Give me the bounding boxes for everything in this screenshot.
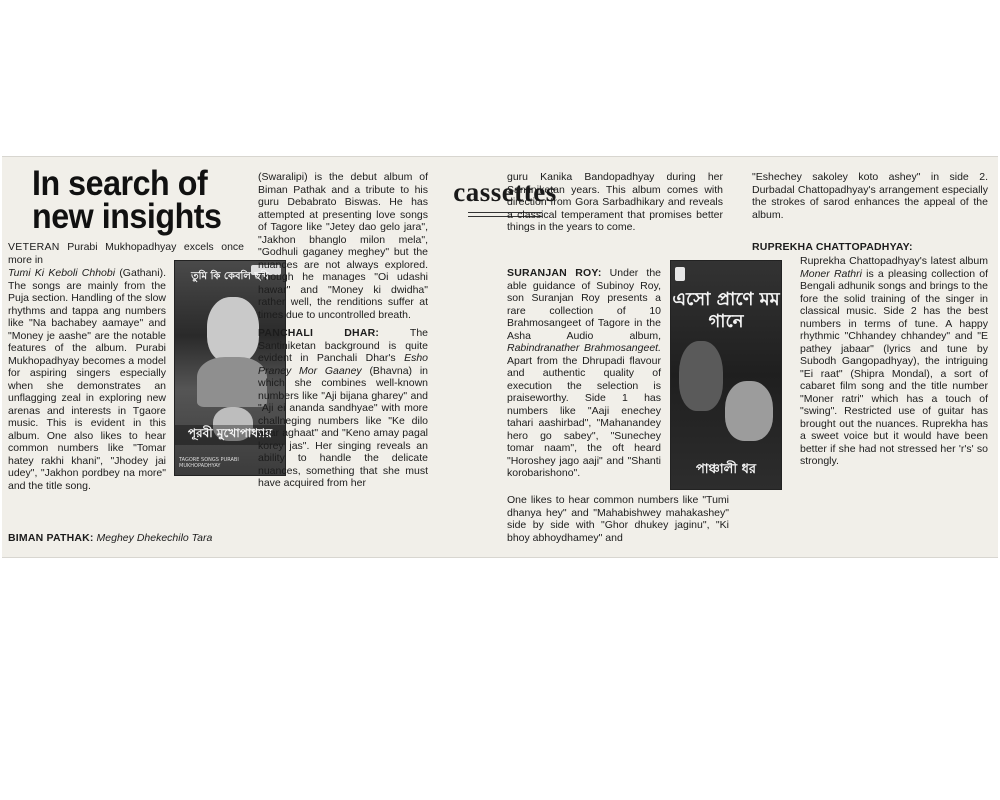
portrait-image	[207, 297, 259, 363]
byline: BIMAN PATHAK:	[8, 532, 94, 544]
album-cover-panchali	[670, 260, 782, 490]
col1-para1-a: Purabi Mukhopadhyay excels once more in	[8, 241, 244, 266]
cover1-artist: পূরবী মুখোপাধ্যায়	[175, 425, 285, 445]
cover1-title: তুমি কি কেবলি ছবি	[191, 271, 269, 282]
col4-para2-a: Ruprekha Chattopadhyay's latest album	[800, 255, 988, 267]
headline-line-2: new insights	[32, 197, 222, 236]
col4-para1: "Eshechey sakoley koto ashey" in side 2. Durbadal Chattopadhyay's arrangement especially the strokes of sarod enhances the appeal of the album.	[752, 171, 988, 221]
byline: RUPREKHA CHATTOPADHYAY:	[752, 241, 913, 253]
col2-para2-b: (Bhavna) in which she combines well-known numbers like "Aji bijana gharey" and "Aji ei ananda sandhyae" with more challneging numbers like "Ke dilo abar aghaat" and "Keno amay pagal korey jas". Her singing reveals an ability to handle the delicate nuances, something that she must have acquired from her	[258, 364, 428, 489]
col2-para2	[258, 327, 428, 490]
col3-para1: guru Kanika Bandopadhyay during her Santiniketan years. This album comes with direction from Gora Sarbadhikary and reveals a classical temperament that promises better things in the years to come.	[507, 171, 723, 233]
col4-para2-b: is a pleasing collection of Bengali adhunik songs and brings to the fore the solid training of the singer in classical music. Side 2 has the best numbers in terms of tune. A happy rhythmic "Chhandey chhandey" and "E pathey jabaar" (lyrics and tune by Subodh Gangopadhyay), the intriguing "Ei raat" (Shipra Mondal), a sort of cabaret film song and the title number "Moner ratri" which has a touch of "swing". Restricted use of guitar has brought out the nuances. Ruprekha has a sweet voice but it would have been better if she had not stressed her 'r's' so strongly.	[800, 267, 988, 467]
col3-para2-a: Under the able guidance of Subinoy Roy, son Suranjan Roy presents a rare collection of 10 Brahmosangeet of Tagore in the Asha Audio album,	[507, 267, 662, 342]
portrait-image	[679, 341, 723, 411]
column-1-body	[8, 267, 166, 492]
column-3-body	[507, 267, 661, 480]
byline: SURANJAN ROY:	[507, 267, 602, 279]
lead-word: VETERAN	[8, 241, 60, 253]
column-3-top	[507, 171, 723, 234]
column-4-main	[800, 255, 988, 468]
cover1-small-text: TAGORE SONGS PURABI MUKHOPADHYAY	[179, 457, 239, 469]
portrait-image	[197, 357, 267, 407]
column-1-byline	[8, 532, 244, 545]
column-4-body	[752, 241, 988, 254]
col1-para1-b: (Gathani). The songs are mainly from the Puja section. Handling of the slow rhythms and tappa ang numbers like "Na bachabey aamaye" and "Money je aashe" are the notable features of the album. Purabi Mukhopadhyay becomes a model for aspiring singers especially when she demonstrates an unflagging zeal in exploring new arenas and interests in Tgaore music. This is evident in this album. One also likes to hear common numbers like "Tomar hatey rakhi khani", "Jhodey jai udey", "Jakhon pordbey na more" and the title song.	[8, 267, 167, 492]
cover2-artist: পাঞ্চালী ধর	[695, 462, 757, 477]
portrait-image	[725, 381, 773, 441]
album-title: Meghey Dhekechilo Tara	[96, 532, 213, 544]
column-4-top	[752, 171, 988, 221]
album-title: Esho Praney Mor Gaaney	[258, 352, 428, 377]
album-title: Tumi Ki Keboli Chhobi	[8, 267, 116, 279]
album-title: Rabindranather Brahmosangeet.	[507, 342, 661, 354]
headline	[32, 164, 225, 236]
col2-para2-a: The Santiniketan background is quite evident in Panchali Dhar's	[258, 327, 428, 364]
col2-para1: (Swaralipi) is the debut album of Biman Pathak and a tribute to his guru Debabrato Biswas. He has attempted at presenting love songs of Tagore like "Jetey dao gelo jara", "Jakhon bhanglo milon mela", "Godhuli gaganey meghey" but the nuances are not always explored. Though he manages "Oi udashi hawar" and "Money ki dwidha" rather well, the renditions suffer at times due to uncontrolled breath.	[258, 171, 428, 321]
cover2-title: এসো প্রাণে মম গানে	[672, 289, 780, 332]
col3-para3: One likes to hear common numbers like "Tumi dhanya hey" and "Mahabishwey mahakashey" side by side with "Ghor dhukey jaginu", "Ki bhoy abhoydhamey" and	[507, 494, 729, 544]
col3-para2-b: Apart from the Dhrupadi flavour and authentic quality of execution the selection is praiseworthy. Side 1 has numbers like "Aaji enechey tahari aashirbad", "Mahanandey hero go sabey", "Sunechey tomar naam", the oft heard "Horoshey jago aaji" and "Shanti korobarishono".	[507, 354, 661, 479]
headline-line-1: In search of	[32, 164, 208, 203]
label-logo-icon	[675, 267, 685, 281]
section-title: cassettes	[453, 177, 557, 207]
column-2-body	[258, 171, 428, 490]
byline: PANCHALI DHAR:	[258, 327, 380, 339]
column-3-bottom	[507, 494, 729, 544]
newspaper-clipping	[2, 156, 998, 558]
album-title: Moner Rathri	[800, 267, 862, 280]
